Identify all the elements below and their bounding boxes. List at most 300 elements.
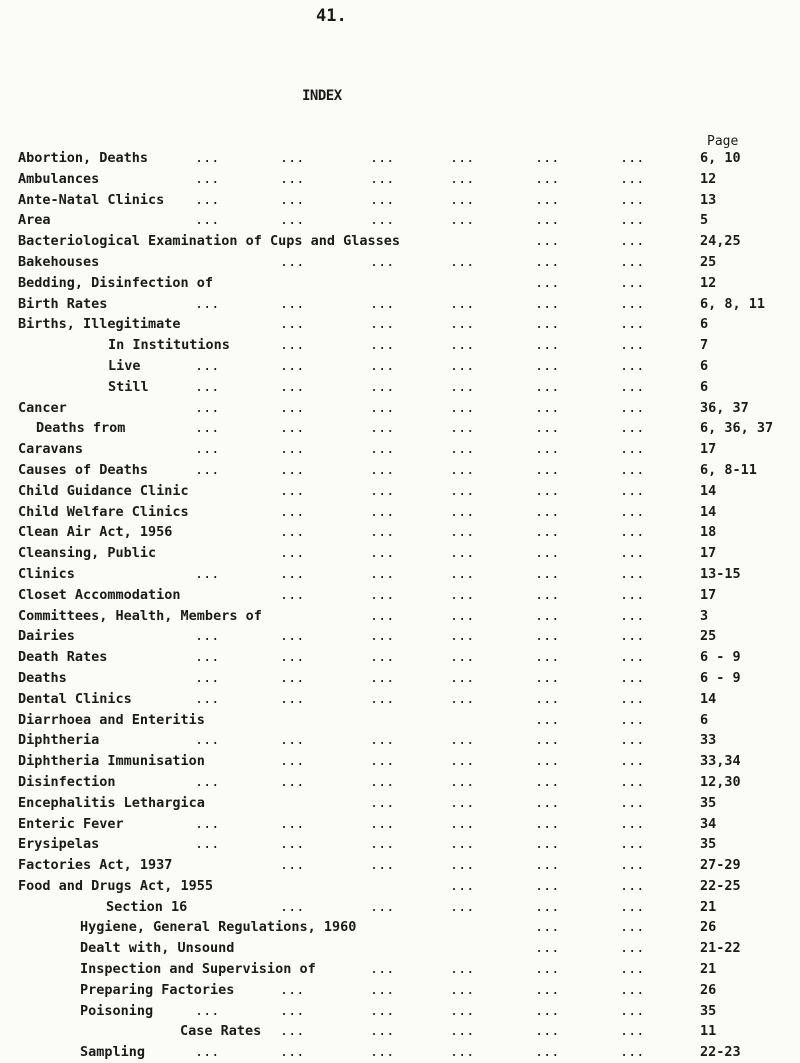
leader-dots: ... xyxy=(195,690,220,707)
index-entry xyxy=(0,231,800,252)
index-entry-label: Ambulances xyxy=(18,170,100,187)
leader-dots: ... xyxy=(535,170,560,187)
leader-dots: ... xyxy=(450,212,475,229)
index-entry xyxy=(0,938,800,959)
leader-dots: ... xyxy=(450,857,475,874)
index-entry xyxy=(0,689,800,710)
index-entry-label: Erysipelas xyxy=(18,836,100,853)
leader-dots: ... xyxy=(370,1044,395,1061)
leader-dots: ... xyxy=(620,441,645,458)
leader-dots: ... xyxy=(620,649,645,666)
index-entry-label: Preparing Factories xyxy=(80,981,235,998)
leader-dots: ... xyxy=(195,399,220,416)
index-entry xyxy=(0,543,800,564)
leader-dots: ... xyxy=(370,253,395,270)
leader-dots: ... xyxy=(535,316,560,333)
index-entry-pages: 27-29 xyxy=(700,857,741,874)
index-entry-label: Ante-Natal Clinics xyxy=(18,191,165,208)
leader-dots: ... xyxy=(620,836,645,853)
index-entry-label: Food and Drugs Act, 1955 xyxy=(18,877,214,894)
leader-dots: ... xyxy=(620,357,645,374)
index-entry-pages: 22-25 xyxy=(700,877,741,894)
index-entry xyxy=(0,585,800,606)
leader-dots: ... xyxy=(535,981,560,998)
leader-dots: ... xyxy=(450,170,475,187)
leader-dots: ... xyxy=(535,836,560,853)
leader-dots: ... xyxy=(620,773,645,790)
leader-dots: ... xyxy=(195,773,220,790)
leader-dots: ... xyxy=(280,981,305,998)
index-entry xyxy=(0,460,800,481)
leader-dots: ... xyxy=(280,191,305,208)
leader-dots: ... xyxy=(620,586,645,603)
index-entry-label: Bakehouses xyxy=(18,253,100,270)
index-entry-label: Death Rates xyxy=(18,649,108,666)
leader-dots: ... xyxy=(535,378,560,395)
leader-dots: ... xyxy=(280,482,305,499)
index-entry-pages: 6 xyxy=(700,711,709,728)
leader-dots: ... xyxy=(280,150,305,166)
leader-dots: ... xyxy=(280,1023,305,1040)
leader-dots: ... xyxy=(450,482,475,499)
index-entry xyxy=(0,917,800,938)
leader-dots: ... xyxy=(535,649,560,666)
leader-dots: ... xyxy=(620,191,645,208)
index-entry-pages: 3 xyxy=(700,607,709,624)
index-entry xyxy=(0,959,800,980)
index-entry-label: Dairies xyxy=(18,628,75,645)
leader-dots: ... xyxy=(535,898,560,915)
leader-dots: ... xyxy=(535,565,560,582)
leader-dots: ... xyxy=(195,628,220,645)
leader-dots: ... xyxy=(450,794,475,811)
leader-dots: ... xyxy=(370,295,395,312)
leader-dots: ... xyxy=(195,170,220,187)
index-entry xyxy=(0,876,800,897)
leader-dots: ... xyxy=(195,1002,220,1019)
leader-dots: ... xyxy=(620,545,645,562)
leader-dots: ... xyxy=(195,732,220,749)
leader-dots: ... xyxy=(280,212,305,229)
index-entry-pages: 36, 37 xyxy=(700,399,749,416)
index-entry xyxy=(0,751,800,772)
index-entry-label: Bacteriological Examination of Cups and Glasses xyxy=(18,233,401,250)
index-entry xyxy=(0,730,800,751)
index-entry-pages: 6 xyxy=(700,316,709,333)
leader-dots: ... xyxy=(370,524,395,541)
index-entry-pages: 17 xyxy=(700,441,717,458)
leader-dots: ... xyxy=(195,378,220,395)
leader-dots: ... xyxy=(370,378,395,395)
index-entry xyxy=(0,273,800,294)
leader-dots: ... xyxy=(370,857,395,874)
leader-dots: ... xyxy=(450,316,475,333)
leader-dots: ... xyxy=(620,940,645,957)
index-entry xyxy=(0,169,800,190)
leader-dots: ... xyxy=(195,461,220,478)
index-entry-pages: 6 xyxy=(700,378,709,395)
leader-dots: ... xyxy=(370,420,395,437)
leader-dots: ... xyxy=(280,586,305,603)
leader-dots: ... xyxy=(450,191,475,208)
index-entry-pages: 11 xyxy=(700,1023,717,1040)
index-entry-label: Cleansing, Public xyxy=(18,545,157,562)
index-entry-pages: 35 xyxy=(700,794,717,811)
leader-dots: ... xyxy=(450,565,475,582)
index-entry-label: Case Rates xyxy=(180,1023,262,1040)
leader-dots: ... xyxy=(370,649,395,666)
leader-dots: ... xyxy=(535,586,560,603)
leader-dots: ... xyxy=(370,586,395,603)
leader-dots: ... xyxy=(195,212,220,229)
leader-dots: ... xyxy=(280,316,305,333)
leader-dots: ... xyxy=(280,753,305,770)
index-entry xyxy=(0,606,800,627)
leader-dots: ... xyxy=(535,441,560,458)
index-entry-label: Enteric Fever xyxy=(18,815,124,832)
leader-dots: ... xyxy=(620,919,645,936)
leader-dots: ... xyxy=(620,253,645,270)
leader-dots: ... xyxy=(370,1002,395,1019)
leader-dots: ... xyxy=(535,503,560,520)
leader-dots: ... xyxy=(450,399,475,416)
index-entry xyxy=(0,980,800,1001)
leader-dots: ... xyxy=(280,836,305,853)
leader-dots: ... xyxy=(450,981,475,998)
leader-dots: ... xyxy=(370,815,395,832)
leader-dots: ... xyxy=(620,753,645,770)
leader-dots: ... xyxy=(620,212,645,229)
leader-dots: ... xyxy=(450,628,475,645)
index-entry-pages: 17 xyxy=(700,586,717,603)
leader-dots: ... xyxy=(450,461,475,478)
leader-dots: ... xyxy=(195,565,220,582)
index-entry xyxy=(0,190,800,211)
leader-dots: ... xyxy=(535,233,560,250)
leader-dots: ... xyxy=(450,669,475,686)
index-entry xyxy=(0,1021,800,1042)
leader-dots: ... xyxy=(370,150,395,166)
index-entry-label: Diarrhoea and Enteritis xyxy=(18,711,205,728)
leader-dots: ... xyxy=(450,877,475,894)
leader-dots: ... xyxy=(370,482,395,499)
leader-dots: ... xyxy=(450,836,475,853)
leader-dots: ... xyxy=(535,274,560,291)
index-entry-label: Live xyxy=(108,357,141,374)
leader-dots: ... xyxy=(280,545,305,562)
index-entry xyxy=(0,439,800,460)
leader-dots: ... xyxy=(370,441,395,458)
index-entry-pages: 6, 8, 11 xyxy=(700,295,766,312)
page-number: 41. xyxy=(316,6,347,26)
leader-dots: ... xyxy=(280,649,305,666)
leader-dots: ... xyxy=(280,628,305,645)
index-entry-pages: 12,30 xyxy=(700,773,741,790)
leader-dots: ... xyxy=(370,898,395,915)
index-entry-pages: 26 xyxy=(700,919,717,936)
leader-dots: ... xyxy=(450,337,475,354)
leader-dots: ... xyxy=(280,565,305,582)
leader-dots: ... xyxy=(535,773,560,790)
leader-dots: ... xyxy=(535,961,560,978)
index-entry-label: Child Welfare Clinics xyxy=(18,503,189,520)
leader-dots: ... xyxy=(370,461,395,478)
leader-dots: ... xyxy=(450,378,475,395)
index-entry-pages: 12 xyxy=(700,170,717,187)
index-entry-pages: 17 xyxy=(700,545,717,562)
index-entry xyxy=(0,418,800,439)
index-entry xyxy=(0,294,800,315)
leader-dots: ... xyxy=(620,274,645,291)
index-list xyxy=(0,148,800,1063)
index-entry-label: Sampling xyxy=(80,1044,146,1061)
leader-dots: ... xyxy=(620,669,645,686)
leader-dots: ... xyxy=(450,773,475,790)
index-entry xyxy=(0,897,800,918)
leader-dots: ... xyxy=(370,628,395,645)
leader-dots: ... xyxy=(535,732,560,749)
leader-dots: ... xyxy=(620,233,645,250)
index-entry-label: Diphtheria Immunisation xyxy=(18,753,205,770)
leader-dots: ... xyxy=(535,212,560,229)
index-entry xyxy=(0,710,800,731)
leader-dots: ... xyxy=(620,1044,645,1061)
leader-dots: ... xyxy=(280,337,305,354)
leader-dots: ... xyxy=(535,1023,560,1040)
leader-dots: ... xyxy=(450,649,475,666)
index-entry-pages: 14 xyxy=(700,690,717,707)
leader-dots: ... xyxy=(620,898,645,915)
index-entry xyxy=(0,398,800,419)
leader-dots: ... xyxy=(370,753,395,770)
index-entry-pages: 33,34 xyxy=(700,753,741,770)
leader-dots: ... xyxy=(280,773,305,790)
leader-dots: ... xyxy=(195,649,220,666)
leader-dots: ... xyxy=(620,378,645,395)
leader-dots: ... xyxy=(620,503,645,520)
index-entry-pages: 6, 10 xyxy=(700,150,741,166)
leader-dots: ... xyxy=(280,461,305,478)
leader-dots: ... xyxy=(370,191,395,208)
index-entry-pages: 14 xyxy=(700,503,717,520)
leader-dots: ... xyxy=(280,420,305,437)
leader-dots: ... xyxy=(195,420,220,437)
leader-dots: ... xyxy=(450,503,475,520)
index-entry-pages: 21 xyxy=(700,961,717,978)
leader-dots: ... xyxy=(535,420,560,437)
index-entry xyxy=(0,814,800,835)
index-entry-label: Cancer xyxy=(18,399,67,416)
leader-dots: ... xyxy=(535,753,560,770)
leader-dots: ... xyxy=(370,961,395,978)
leader-dots: ... xyxy=(280,898,305,915)
leader-dots: ... xyxy=(370,607,395,624)
leader-dots: ... xyxy=(620,607,645,624)
index-entry-label: Caravans xyxy=(18,441,84,458)
index-entry-pages: 25 xyxy=(700,628,717,645)
leader-dots: ... xyxy=(620,420,645,437)
leader-dots: ... xyxy=(535,669,560,686)
index-entry xyxy=(0,855,800,876)
leader-dots: ... xyxy=(280,399,305,416)
index-entry xyxy=(0,1001,800,1022)
leader-dots: ... xyxy=(195,357,220,374)
leader-dots: ... xyxy=(620,150,645,166)
index-entry-pages: 7 xyxy=(700,337,709,354)
leader-dots: ... xyxy=(370,357,395,374)
leader-dots: ... xyxy=(535,877,560,894)
index-entry xyxy=(0,668,800,689)
leader-dots: ... xyxy=(280,669,305,686)
leader-dots: ... xyxy=(280,503,305,520)
leader-dots: ... xyxy=(280,295,305,312)
leader-dots: ... xyxy=(535,191,560,208)
leader-dots: ... xyxy=(620,337,645,354)
leader-dots: ... xyxy=(450,150,475,166)
leader-dots: ... xyxy=(620,1023,645,1040)
leader-dots: ... xyxy=(620,316,645,333)
index-entry-label: Clean Air Act, 1956 xyxy=(18,524,173,541)
index-entry-label: Disinfection xyxy=(18,773,116,790)
index-entry xyxy=(0,148,800,169)
index-entry-label: Still xyxy=(108,378,149,395)
index-entry xyxy=(0,772,800,793)
leader-dots: ... xyxy=(280,524,305,541)
index-entry-label: In Institutions xyxy=(108,337,230,354)
leader-dots: ... xyxy=(370,399,395,416)
leader-dots: ... xyxy=(535,628,560,645)
index-entry-pages: 33 xyxy=(700,732,717,749)
leader-dots: ... xyxy=(450,357,475,374)
leader-dots: ... xyxy=(450,607,475,624)
leader-dots: ... xyxy=(450,420,475,437)
leader-dots: ... xyxy=(370,316,395,333)
leader-dots: ... xyxy=(535,337,560,354)
index-entry-label: Poisoning xyxy=(80,1002,154,1019)
leader-dots: ... xyxy=(450,732,475,749)
index-entry-label: Closet Accommodation xyxy=(18,586,181,603)
index-entry-label: Section 16 xyxy=(106,898,188,915)
leader-dots: ... xyxy=(535,857,560,874)
leader-dots: ... xyxy=(620,857,645,874)
index-entry-pages: 25 xyxy=(700,253,717,270)
index-entry-label: Hygiene, General Regulations, 1960 xyxy=(80,919,357,936)
index-entry xyxy=(0,834,800,855)
leader-dots: ... xyxy=(535,607,560,624)
leader-dots: ... xyxy=(370,545,395,562)
leader-dots: ... xyxy=(370,981,395,998)
index-entry-pages: 13-15 xyxy=(700,565,741,582)
index-entry-pages: 18 xyxy=(700,524,717,541)
page-column-header: Page xyxy=(707,134,739,149)
leader-dots: ... xyxy=(450,545,475,562)
leader-dots: ... xyxy=(370,337,395,354)
leader-dots: ... xyxy=(280,1002,305,1019)
index-entry-pages: 13 xyxy=(700,191,717,208)
leader-dots: ... xyxy=(620,732,645,749)
leader-dots: ... xyxy=(535,461,560,478)
leader-dots: ... xyxy=(620,711,645,728)
index-entry-label: Deaths xyxy=(18,669,67,686)
index-entry-label: Bedding, Disinfection of xyxy=(18,274,214,291)
index-entry xyxy=(0,314,800,335)
leader-dots: ... xyxy=(370,794,395,811)
leader-dots: ... xyxy=(535,399,560,416)
leader-dots: ... xyxy=(195,1044,220,1061)
index-entry xyxy=(0,210,800,231)
leader-dots: ... xyxy=(370,212,395,229)
index-entry-label: Clinics xyxy=(18,565,75,582)
leader-dots: ... xyxy=(450,1044,475,1061)
index-entry-label: Causes of Deaths xyxy=(18,461,149,478)
index-entry xyxy=(0,252,800,273)
index-entry xyxy=(0,564,800,585)
leader-dots: ... xyxy=(535,253,560,270)
index-entry-pages: 5 xyxy=(700,212,709,229)
leader-dots: ... xyxy=(535,1002,560,1019)
leader-dots: ... xyxy=(370,732,395,749)
leader-dots: ... xyxy=(195,150,220,166)
leader-dots: ... xyxy=(535,794,560,811)
leader-dots: ... xyxy=(620,690,645,707)
leader-dots: ... xyxy=(620,399,645,416)
index-entry xyxy=(0,522,800,543)
index-entry-pages: 21-22 xyxy=(700,940,741,957)
index-entry-label: Factories Act, 1937 xyxy=(18,857,173,874)
leader-dots: ... xyxy=(280,690,305,707)
leader-dots: ... xyxy=(535,940,560,957)
leader-dots: ... xyxy=(535,357,560,374)
leader-dots: ... xyxy=(535,1044,560,1061)
leader-dots: ... xyxy=(280,815,305,832)
leader-dots: ... xyxy=(370,773,395,790)
index-entry-pages: 12 xyxy=(700,274,717,291)
index-entry-label: Area xyxy=(18,212,51,229)
index-entry-pages: 34 xyxy=(700,815,717,832)
leader-dots: ... xyxy=(280,357,305,374)
index-entry-label: Births, Illegitimate xyxy=(18,316,181,333)
leader-dots: ... xyxy=(535,545,560,562)
leader-dots: ... xyxy=(620,524,645,541)
leader-dots: ... xyxy=(370,836,395,853)
index-entry-pages: 21 xyxy=(700,898,717,915)
leader-dots: ... xyxy=(195,815,220,832)
index-entry-pages: 6, 36, 37 xyxy=(700,420,774,437)
leader-dots: ... xyxy=(280,857,305,874)
index-entry-pages: 26 xyxy=(700,981,717,998)
leader-dots: ... xyxy=(535,815,560,832)
index-entry xyxy=(0,377,800,398)
index-entry-label: Birth Rates xyxy=(18,295,108,312)
leader-dots: ... xyxy=(620,815,645,832)
leader-dots: ... xyxy=(535,295,560,312)
leader-dots: ... xyxy=(195,669,220,686)
leader-dots: ... xyxy=(450,253,475,270)
leader-dots: ... xyxy=(620,1002,645,1019)
index-entry xyxy=(0,481,800,502)
index-entry xyxy=(0,356,800,377)
leader-dots: ... xyxy=(535,150,560,166)
leader-dots: ... xyxy=(370,565,395,582)
leader-dots: ... xyxy=(370,669,395,686)
index-entry-pages: 6 - 9 xyxy=(700,649,741,666)
index-entry-label: Dealt with, Unsound xyxy=(80,940,235,957)
index-entry-pages: 14 xyxy=(700,482,717,499)
leader-dots: ... xyxy=(450,295,475,312)
leader-dots: ... xyxy=(620,877,645,894)
index-entry xyxy=(0,647,800,668)
index-entry xyxy=(0,502,800,523)
